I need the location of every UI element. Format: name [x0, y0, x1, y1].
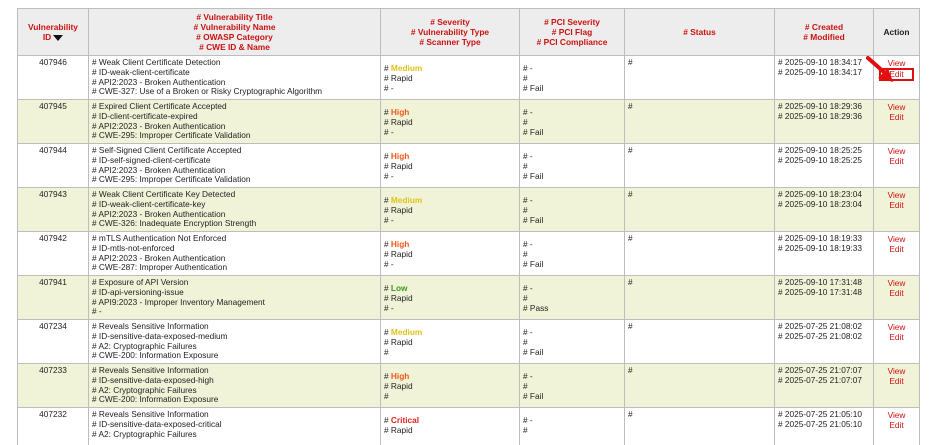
table-body	[18, 56, 920, 445]
pci-line: # Fail	[523, 83, 544, 93]
table-row	[18, 364, 920, 408]
created-date: # 2025-09-10 18:29:36	[778, 102, 862, 111]
severity-prefix: #	[384, 416, 391, 425]
severity-cell	[381, 188, 520, 232]
col-dates-line-2: # Modified	[803, 32, 845, 42]
title-line: # Weak Client Certificate Detection	[92, 58, 221, 67]
vuln-id	[18, 276, 89, 320]
title-line: # Reveals Sensitive Information	[92, 322, 209, 331]
title-line: # ID-self-signed-client-certificate	[92, 155, 211, 165]
status-value: #	[628, 321, 633, 331]
view-label: View	[887, 102, 906, 112]
title-cell	[89, 144, 381, 188]
severity-prefix: #	[384, 240, 391, 249]
severity-line	[384, 108, 516, 118]
title-cell	[89, 232, 381, 276]
col-title-line-1: # Vulnerability Title	[196, 12, 273, 22]
col-title-line-3: # OWASP Category	[196, 32, 273, 42]
title-line: # API2:2023 - Broken Authentication	[92, 253, 226, 263]
severity-badge: Medium	[390, 196, 423, 205]
title-cell	[89, 188, 381, 232]
vuln-id-value: 407946	[39, 57, 67, 67]
severity-cell	[381, 100, 520, 144]
col-severity-line-1: # Severity	[430, 17, 470, 27]
col-header-pci	[520, 9, 625, 56]
pci-cell	[520, 144, 625, 188]
col-id-line-1: Vulnerability	[28, 22, 78, 32]
severity-line	[384, 284, 516, 294]
scanner-type: # -	[384, 127, 394, 137]
edit-label: Edit	[889, 288, 904, 298]
dates-cell	[775, 232, 874, 276]
view-label: View	[887, 58, 906, 68]
vuln-type: # Rapid	[384, 381, 413, 391]
edit-label: Edit	[889, 420, 904, 430]
col-title-line-4: # CWE ID & Name	[199, 42, 270, 52]
severity-prefix: #	[384, 284, 391, 293]
title-line: # CWE-200: Information Exposure	[92, 395, 219, 405]
title-line: # ID-api-versioning-issue	[92, 287, 184, 297]
severity-badge: Medium	[390, 328, 423, 337]
col-dates-line-1: # Created	[804, 22, 844, 32]
red-arrow-icon	[866, 56, 896, 84]
pci-line: #	[523, 117, 528, 127]
col-header-status	[625, 9, 775, 56]
title-line: # CWE-287: Improper Authentication	[92, 263, 228, 273]
vuln-id	[18, 320, 89, 364]
title-line: # ID-weak-client-certificate-key	[92, 199, 206, 209]
severity-cell	[381, 408, 520, 445]
dates-cell	[775, 188, 874, 232]
col-header-action	[874, 9, 920, 56]
pci-line: # -	[523, 64, 533, 73]
pci-line: # Fail	[523, 171, 544, 181]
pci-cell	[520, 276, 625, 320]
status-value: #	[628, 145, 633, 155]
vuln-id-value: 407234	[39, 321, 67, 331]
action-cell	[874, 276, 920, 320]
view-link[interactable]	[877, 234, 916, 244]
title-line: # API2:2023 - Broken Authentication	[92, 165, 226, 175]
col-severity-line-3: # Scanner Type	[419, 37, 481, 47]
action-cell	[874, 364, 920, 408]
view-link[interactable]	[877, 146, 916, 156]
col-id-line-2: ID	[42, 32, 52, 42]
title-line: # API2:2023 - Broken Authentication	[92, 209, 226, 219]
vulnerability-table	[17, 8, 920, 445]
severity-cell	[381, 276, 520, 320]
col-header-dates	[775, 9, 874, 56]
status-cell	[625, 232, 775, 276]
scanner-type: # -	[384, 259, 394, 269]
created-date: # 2025-09-10 18:34:17	[778, 58, 862, 67]
scanner-type: #	[384, 347, 389, 357]
severity-badge: High	[390, 152, 410, 161]
pci-cell	[520, 188, 625, 232]
pci-line: # Fail	[523, 347, 544, 357]
view-link[interactable]	[877, 102, 916, 112]
severity-cell	[381, 364, 520, 408]
vuln-id	[18, 56, 89, 100]
severity-prefix: #	[384, 372, 391, 381]
edit-link[interactable]	[877, 376, 916, 386]
vuln-id-value: 407942	[39, 233, 67, 243]
scanner-type: #	[384, 391, 389, 401]
vuln-id-value: 407945	[39, 101, 67, 111]
title-line: # CWE-327: Use of a Broken or Risky Cryptographic Algorithm	[92, 87, 323, 97]
view-label: View	[887, 146, 906, 156]
edit-label: Edit	[889, 376, 904, 386]
pci-cell	[520, 100, 625, 144]
severity-badge: Medium	[390, 64, 423, 73]
vuln-id	[18, 188, 89, 232]
dates-cell	[775, 144, 874, 188]
severity-line	[384, 240, 516, 250]
title-cell	[89, 408, 381, 445]
col-header-title	[89, 9, 381, 56]
status-value: #	[628, 277, 633, 287]
dates-cell	[775, 408, 874, 445]
col-pci-line-2: # PCI Flag	[551, 27, 593, 37]
pci-line: #	[523, 205, 528, 215]
severity-line	[384, 416, 516, 426]
table-row	[18, 320, 920, 364]
edit-link[interactable]	[877, 200, 916, 210]
table-row	[18, 144, 920, 188]
modified-date: # 2025-09-10 18:34:17	[778, 67, 862, 77]
created-date: # 2025-09-10 18:25:25	[778, 146, 862, 155]
edit-label: Edit	[889, 200, 904, 210]
title-line: # A2: Cryptographic Failures	[92, 341, 197, 351]
pci-cell	[520, 408, 625, 445]
title-line: # Expired Client Certificate Accepted	[92, 102, 227, 111]
title-cell	[89, 364, 381, 408]
action-cell	[874, 188, 920, 232]
status-value: #	[628, 189, 633, 199]
pci-line: # -	[523, 152, 533, 161]
title-line: # ID-sensitive-data-exposed-critical	[92, 419, 222, 429]
scanner-type: # -	[384, 215, 394, 225]
severity-cell	[381, 56, 520, 100]
vuln-type: # Rapid	[384, 161, 413, 171]
col-header-id[interactable]	[18, 9, 89, 56]
status-cell	[625, 144, 775, 188]
vuln-id-value: 407944	[39, 145, 67, 155]
created-date: # 2025-07-25 21:07:07	[778, 366, 862, 375]
edit-label: Edit	[889, 332, 904, 342]
table-row	[18, 188, 920, 232]
edit-link[interactable]	[877, 288, 916, 298]
severity-cell	[381, 232, 520, 276]
title-line: # ID-mtls-not-enforced	[92, 243, 175, 253]
view-link[interactable]	[877, 190, 916, 200]
dates-cell	[775, 364, 874, 408]
col-title-line-2: # Vulnerability Name	[193, 22, 276, 32]
title-line: # ID-client-certificate-expired	[92, 111, 198, 121]
severity-line	[384, 64, 516, 74]
action-cell	[874, 100, 920, 144]
created-date: # 2025-09-10 17:31:48	[778, 278, 862, 287]
title-line: # CWE-295: Improper Certificate Validation	[92, 131, 251, 141]
vuln-id-value: 407232	[39, 409, 67, 419]
modified-date: # 2025-09-10 18:23:04	[778, 199, 862, 209]
view-label: View	[887, 278, 906, 288]
modified-date: # 2025-07-25 21:07:07	[778, 375, 862, 385]
status-value: #	[628, 101, 633, 111]
edit-label: Edit	[889, 112, 904, 122]
vuln-id	[18, 144, 89, 188]
pci-line: #	[523, 425, 528, 435]
title-line: # API2:2023 - Broken Authentication	[92, 77, 226, 87]
edit-link[interactable]	[877, 332, 916, 342]
vuln-id-value: 407943	[39, 189, 67, 199]
view-link[interactable]	[877, 278, 916, 288]
pci-line: # Fail	[523, 259, 544, 269]
status-value: #	[628, 57, 633, 67]
scanner-type: # -	[384, 171, 394, 181]
view-label: View	[887, 234, 906, 244]
modified-date: # 2025-09-10 17:31:48	[778, 287, 862, 297]
title-line: # A2: Cryptographic Failures	[92, 385, 197, 395]
view-link[interactable]	[877, 322, 916, 332]
title-line: # Weak Client Certificate Key Detected	[92, 190, 236, 199]
dates-cell	[775, 56, 874, 100]
pci-line: # Fail	[523, 391, 544, 401]
action-cell	[874, 408, 920, 445]
view-label: View	[887, 366, 906, 376]
title-line: # ID-weak-client-certificate	[92, 67, 190, 77]
col-header-severity	[381, 9, 520, 56]
action-cell	[874, 320, 920, 364]
status-cell	[625, 188, 775, 232]
severity-line	[384, 372, 516, 382]
title-cell	[89, 56, 381, 100]
action-cell	[874, 144, 920, 188]
dates-cell	[775, 276, 874, 320]
title-line: # Self-Signed Client Certificate Accepted	[92, 146, 242, 155]
scanner-type: # -	[384, 303, 394, 313]
severity-badge: High	[390, 372, 410, 381]
modified-date: # 2025-09-10 18:25:25	[778, 155, 862, 165]
created-date: # 2025-07-25 21:05:10	[778, 410, 862, 419]
modified-date: # 2025-07-25 21:05:10	[778, 419, 862, 429]
vuln-id-value: 407941	[39, 277, 67, 287]
severity-prefix: #	[384, 152, 391, 161]
pci-cell	[520, 320, 625, 364]
status-value: #	[628, 233, 633, 243]
vuln-id-value: 407233	[39, 365, 67, 375]
title-line: # -	[92, 307, 102, 317]
vuln-type: # Rapid	[384, 337, 413, 347]
edit-label: Edit	[889, 244, 904, 254]
edit-link[interactable]	[877, 112, 916, 122]
dates-cell	[775, 320, 874, 364]
pci-line: #	[523, 337, 528, 347]
severity-badge: Low	[390, 284, 408, 293]
status-cell	[625, 56, 775, 100]
severity-badge: High	[390, 108, 410, 117]
title-line: # CWE-295: Improper Certificate Validation	[92, 175, 251, 185]
col-action-label: Action	[883, 27, 910, 37]
pci-line: # -	[523, 108, 533, 117]
status-cell	[625, 100, 775, 144]
title-line: # ID-sensitive-data-exposed-medium	[92, 331, 228, 341]
status-cell	[625, 276, 775, 320]
table-header-row	[18, 9, 920, 56]
vuln-id	[18, 232, 89, 276]
modified-date: # 2025-07-25 21:08:02	[778, 331, 862, 341]
vuln-type: # Rapid	[384, 117, 413, 127]
pci-line: # Pass	[523, 303, 549, 313]
pci-line: #	[523, 293, 528, 303]
title-line: # CWE-200: Information Exposure	[92, 351, 219, 361]
pci-line: #	[523, 249, 528, 259]
title-line: # Reveals Sensitive Information	[92, 410, 209, 419]
table-row	[18, 408, 920, 445]
view-label: View	[887, 410, 906, 420]
severity-line	[384, 152, 516, 162]
status-cell	[625, 320, 775, 364]
edit-link[interactable]	[877, 156, 916, 166]
vuln-type: # Rapid	[384, 293, 413, 303]
table-row	[18, 100, 920, 144]
title-line: # A2: Cryptographic Failures	[92, 429, 197, 439]
pci-cell	[520, 232, 625, 276]
view-link[interactable]	[877, 410, 916, 420]
title-cell	[89, 320, 381, 364]
sort-desc-icon[interactable]	[53, 35, 63, 41]
title-line: # CWE-326: Inadequate Encryption Strength	[92, 219, 257, 229]
view-label: View	[887, 190, 906, 200]
pci-line: # -	[523, 240, 533, 249]
col-status-label: # Status	[683, 27, 716, 37]
title-line: # mTLS Authentication Not Enforced	[92, 234, 227, 243]
vuln-type: # Rapid	[384, 73, 413, 83]
severity-prefix: #	[384, 64, 391, 73]
status-cell	[625, 364, 775, 408]
severity-cell	[381, 320, 520, 364]
title-line: # API9:2023 - Improper Inventory Management	[92, 297, 265, 307]
title-line: # API2:2023 - Broken Authentication	[92, 121, 226, 131]
pci-line: # Fail	[523, 127, 544, 137]
view-label: View	[887, 322, 906, 332]
col-pci-line-1: # PCI Severity	[544, 17, 600, 27]
action-cell	[874, 232, 920, 276]
created-date: # 2025-09-10 18:23:04	[778, 190, 862, 199]
vuln-id	[18, 408, 89, 445]
title-cell	[89, 276, 381, 320]
vuln-type: # Rapid	[384, 205, 413, 215]
pci-line: # Fail	[523, 215, 544, 225]
scanner-type: # -	[384, 83, 394, 93]
vuln-type: # Rapid	[384, 425, 413, 435]
pci-line: # -	[523, 372, 533, 381]
edit-link[interactable]	[877, 420, 916, 430]
created-date: # 2025-07-25 21:08:02	[778, 322, 862, 331]
vuln-id	[18, 100, 89, 144]
vuln-type: # Rapid	[384, 249, 413, 259]
title-line: # Reveals Sensitive Information	[92, 366, 209, 375]
modified-date: # 2025-09-10 18:19:33	[778, 243, 862, 253]
severity-cell	[381, 144, 520, 188]
pci-line: #	[523, 73, 528, 83]
vuln-id	[18, 364, 89, 408]
pci-line: # -	[523, 196, 533, 205]
dates-cell	[775, 100, 874, 144]
severity-badge: Critical	[390, 416, 420, 425]
pci-cell	[520, 56, 625, 100]
pci-line: # -	[523, 416, 533, 425]
title-cell	[89, 100, 381, 144]
severity-prefix: #	[384, 328, 391, 337]
status-value: #	[628, 409, 633, 419]
created-date: # 2025-09-10 18:19:33	[778, 234, 862, 243]
pci-cell	[520, 364, 625, 408]
modified-date: # 2025-09-10 18:29:36	[778, 111, 862, 121]
title-line: # ID-sensitive-data-exposed-high	[92, 375, 214, 385]
status-cell	[625, 408, 775, 445]
view-link[interactable]	[877, 366, 916, 376]
title-line: # Exposure of API Version	[92, 278, 189, 287]
pci-line: # -	[523, 328, 533, 337]
table-row	[18, 56, 920, 100]
pci-line: #	[523, 381, 528, 391]
col-pci-line-3: # PCI Compliance	[536, 37, 608, 47]
table-row	[18, 232, 920, 276]
table-row	[18, 276, 920, 320]
edit-label: Edit	[889, 69, 904, 79]
col-severity-line-2: # Vulnerability Type	[410, 27, 490, 37]
edit-link[interactable]	[877, 244, 916, 254]
severity-prefix: #	[384, 196, 391, 205]
severity-line	[384, 328, 516, 338]
severity-prefix: #	[384, 108, 391, 117]
edit-label: Edit	[889, 156, 904, 166]
severity-badge: High	[390, 240, 410, 249]
pci-line: #	[523, 161, 528, 171]
pci-line: # -	[523, 284, 533, 293]
status-value: #	[628, 365, 633, 375]
severity-line	[384, 196, 516, 206]
